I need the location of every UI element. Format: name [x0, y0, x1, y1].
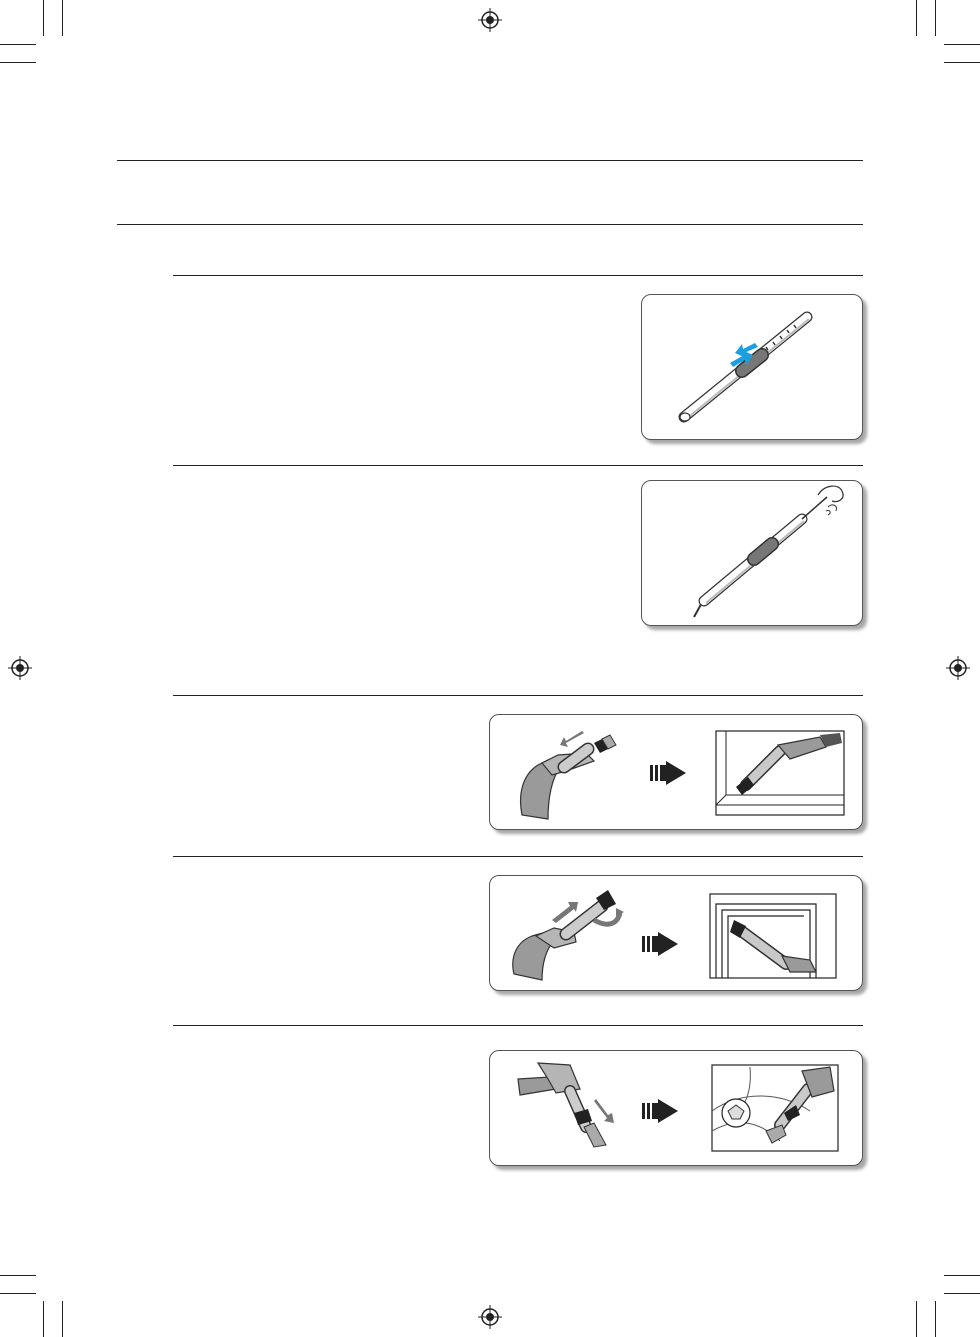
section-divider: [173, 1025, 863, 1026]
illustration-tube-extend: [641, 480, 863, 626]
section-divider: [173, 275, 863, 276]
brush-use-scene: [716, 731, 844, 815]
telescopic-tube: [680, 317, 809, 421]
next-step-arrow-icon: [642, 1099, 678, 1123]
illustration-tube-adjust: [641, 294, 863, 440]
next-step-arrow-icon: [642, 932, 678, 956]
crevice-attach-step: [518, 1063, 614, 1147]
section-divider: [173, 465, 863, 466]
brush-attach-step: [521, 731, 616, 819]
registration-mark-icon: [478, 1305, 502, 1329]
illustration-crevice-tool: [489, 1050, 863, 1166]
registration-mark-icon: [946, 656, 970, 680]
registration-mark-icon: [8, 656, 32, 680]
window-frame-scene: [710, 894, 836, 978]
car-seat-scene: [712, 1065, 838, 1151]
header-rule-bottom: [117, 224, 863, 225]
header-rule-top: [117, 160, 863, 161]
brush-rotate-step: [513, 890, 624, 980]
illustration-brush-tool: [489, 714, 863, 830]
section-divider: [173, 856, 863, 857]
section-divider: [173, 695, 863, 696]
next-step-arrow-icon: [650, 761, 686, 785]
registration-mark-icon: [478, 8, 502, 32]
illustration-brush-rotate: [489, 875, 863, 991]
